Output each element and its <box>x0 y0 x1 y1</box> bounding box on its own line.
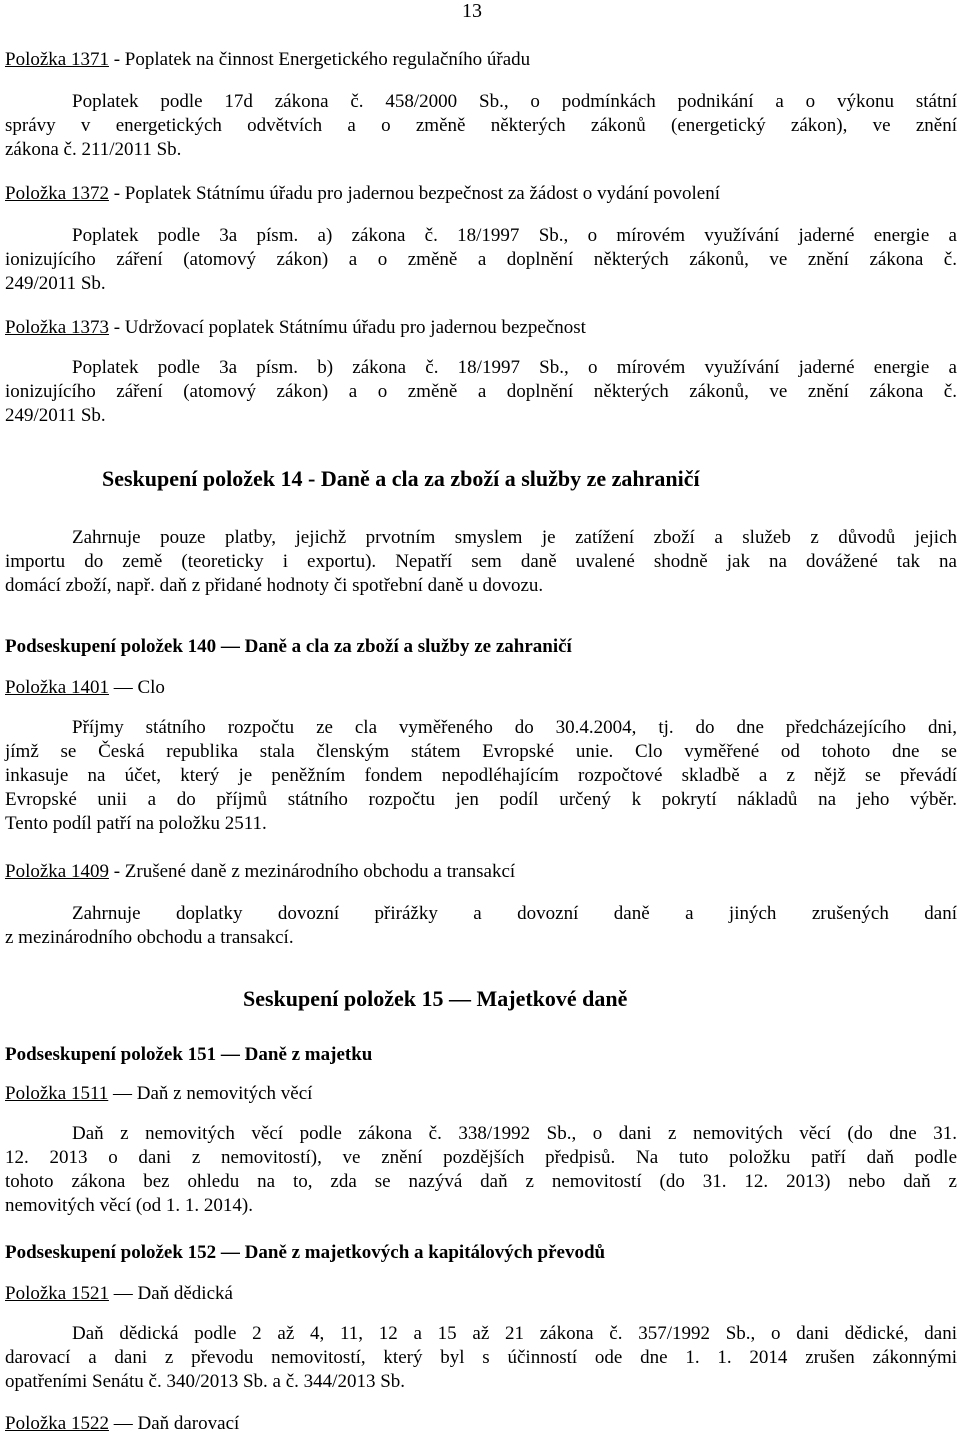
text-line: Poplatek podle 3a písm. b) zákona č. 18/1997 Sb., o mírovém využívání jaderné energie a <box>72 357 957 378</box>
text-line: domácí zboží, např. daň z přidané hodnoty či spotřební daně u dovozu. <box>5 575 544 596</box>
text-line: nemovitých věcí (od 1. 1. 2014). <box>5 1195 254 1216</box>
text-line: opatřeními Senátu č. 340/2013 Sb. a č. 344/2013 Sb. <box>5 1371 406 1392</box>
item-1511-heading <box>5 1082 312 1106</box>
text-line: Daň dědická podle 2 až 4, 11, 12 a 15 až 21 zákona č. 357/1992 Sb., o dani dědické, dani <box>72 1323 957 1344</box>
text-line: ionizujícího záření (atomový zákon) a o změně a doplnění některých zákonů, ve znění zákona č. <box>5 381 957 402</box>
text-line: 249/2011 Sb. <box>5 405 106 426</box>
text-line: importu do země (teoreticky i exportu). Nepatří sem daně uvalené shodně jak na dovážené tak na <box>5 551 957 572</box>
item-code: Položka 1371 <box>5 49 109 70</box>
item-code: Položka 1511 <box>5 1083 109 1104</box>
item-title: - Zrušené daně z mezinárodního obchodu a transakcí <box>108 861 516 882</box>
item-1372-heading <box>5 182 720 206</box>
text-line: správy v energetických odvětvích a o změně některých zákonů (energetický zákon), ve znění <box>5 115 957 136</box>
page-number: 13 <box>462 0 482 22</box>
item-title: — Daň darovací <box>108 1413 240 1434</box>
text-line: zákona č. 211/2011 Sb. <box>5 139 182 160</box>
text-line: 12. 2013 o dani z nemovitostí), ve znění pozdějších předpisů. Na tuto položku patří daň podle <box>5 1147 957 1168</box>
text-line: Zahrnuje pouze platby, jejichž prvotním smyslem je zatížení zboží a služeb z důvodů jejich <box>72 527 957 548</box>
item-1409-text <box>5 902 957 950</box>
item-1409-heading <box>5 860 515 884</box>
subgroup-151-title: Podseskupení položek 151 — Daně z majetku <box>5 1044 373 1065</box>
text-line: ionizujícího záření (atomový zákon) a o změně a doplnění některých zákonů, ve znění zákona č. <box>5 249 957 270</box>
text-line: tohoto zákona bez ohledu na to, zda se nazývá daň z nemovitostí (do 31. 12. 2013) nebo daň z <box>5 1171 957 1192</box>
item-code: Položka 1521 <box>5 1283 109 1304</box>
item-1521-heading <box>5 1282 233 1306</box>
item-title: — Daň z nemovitých věcí <box>108 1083 313 1104</box>
text-line: Evropské unii a do příjmů státního rozpočtu jen podíl určený k pokrytí nákladů na jeho výběr. <box>5 789 957 810</box>
text-line: Poplatek podle 17d zákona č. 458/2000 Sb., o podmínkách podnikání a o výkonu státní <box>72 91 957 112</box>
item-title: — Daň dědická <box>108 1283 233 1304</box>
item-title: - Poplatek na činnost Energetického regulačního úřadu <box>108 49 531 70</box>
item-code: Položka 1409 <box>5 861 109 882</box>
text-line: Daň z nemovitých věcí podle zákona č. 338/1992 Sb., o dani z nemovitých věcí (do dne 31. <box>72 1123 957 1144</box>
item-1522-heading <box>5 1412 239 1436</box>
item-1401-heading <box>5 676 165 700</box>
item-1511-text <box>5 1122 957 1218</box>
item-1371-text <box>5 90 957 162</box>
item-1373-heading <box>5 316 586 340</box>
item-title: - Udržovací poplatek Státnímu úřadu pro jadernou bezpečnost <box>108 317 586 338</box>
text-line: Příjmy státního rozpočtu ze cla vyměřeného do 30.4.2004, tj. do dne předcházejícího dni, <box>72 717 957 738</box>
text-line: Zahrnuje doplatky dovozní přirážky a dovozní daně a jiných zrušených daní <box>72 903 957 924</box>
item-code: Položka 1401 <box>5 677 109 698</box>
text-line: inkasuje na účet, který je peněžním fondem nepodléhajícím rozpočtové skladbě a z nějž se převádí <box>5 765 957 786</box>
group-14-description <box>5 526 957 598</box>
group-15-title: Seskupení položek 15 — Majetkové daně <box>243 986 628 1011</box>
text-line: 249/2011 Sb. <box>5 273 106 294</box>
subgroup-140-title: Podseskupení položek 140 — Daně a cla za zboží a služby ze zahraničí <box>5 636 572 657</box>
item-code: Položka 1522 <box>5 1413 109 1434</box>
item-1401-text <box>5 716 957 836</box>
item-1372-text <box>5 224 957 296</box>
item-title: — Clo <box>108 677 165 698</box>
item-1521-text <box>5 1322 957 1394</box>
text-line: Tento podíl patří na položku 2511. <box>5 813 267 834</box>
text-line: darovací a dani z převodu nemovitostí, který byl s účinností ode dne 1. 1. 2014 zrušen zákonnými <box>5 1347 957 1368</box>
item-1371-heading <box>5 48 530 72</box>
text-line: Poplatek podle 3a písm. a) zákona č. 18/1997 Sb., o mírovém využívání jaderné energie a <box>72 225 957 246</box>
item-title: - Poplatek Státnímu úřadu pro jadernou bezpečnost za žádost o vydání povolení <box>108 183 720 204</box>
subgroup-152-title: Podseskupení položek 152 — Daně z majetkových a kapitálových převodů <box>5 1242 606 1263</box>
item-code: Položka 1372 <box>5 183 109 204</box>
text-line: jímž se Česká republika stala členským státem Evropské unie. Clo vyměřené od tohoto dne se <box>5 741 957 762</box>
group-14-title: Seskupení položek 14 - Daně a cla za zboží a služby ze zahraničí <box>102 466 700 491</box>
item-1373-text <box>5 356 957 428</box>
item-code: Položka 1373 <box>5 317 109 338</box>
text-line: z mezinárodního obchodu a transakcí. <box>5 927 294 948</box>
